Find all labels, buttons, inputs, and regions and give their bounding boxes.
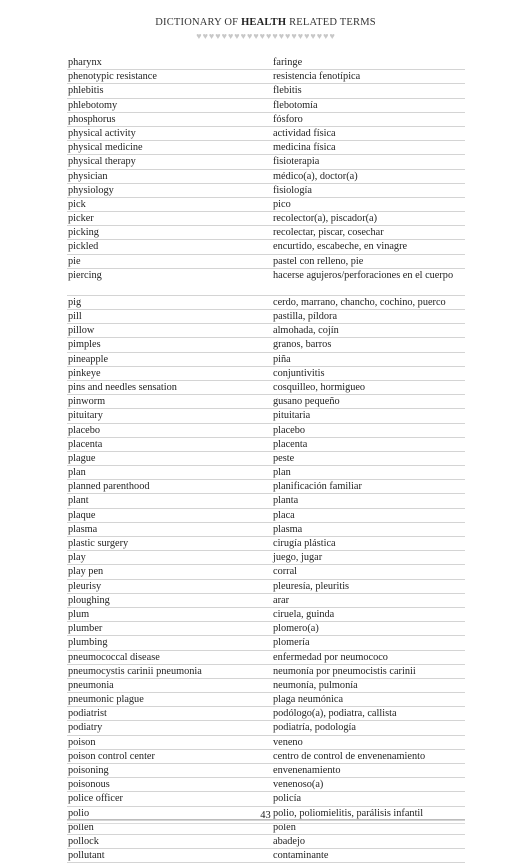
spanish-translation: fisiología [273,184,312,196]
glossary-entry [67,693,465,707]
english-term: poison control center [68,750,155,762]
glossary-entry [67,580,465,594]
glossary-entry [67,324,465,338]
spanish-translation: resistencia fenotípica [273,71,361,83]
glossary-entry [67,509,465,523]
english-term: plasma [68,523,98,535]
spanish-translation: piña [273,353,291,365]
glossary-entry [67,537,465,551]
spanish-translation: flebotomía [273,99,318,111]
spanish-translation: cerdo, marrano, chancho, cochino, puerco [273,296,446,308]
english-term: pillow [68,325,95,337]
glossary-entry [67,184,465,198]
spanish-translation: plan [273,467,291,479]
english-term: pollock [68,835,99,847]
header-bold: HEALTH [241,17,287,28]
english-term: play pen [68,566,104,578]
english-term: pituitary [68,410,103,422]
spanish-translation: fósforo [273,113,303,125]
spanish-translation: plomero(a) [273,623,319,635]
spanish-translation: gusano pequeño [273,396,340,408]
glossary-entry [67,296,465,310]
spanish-translation: almohada, cojín [273,325,339,337]
spanish-translation: recolectar, piscar, cosechar [273,227,384,239]
glossary-list [0,56,531,863]
spanish-translation: polen [273,821,296,833]
spanish-translation: actividad física [273,127,336,139]
glossary-entry [67,665,465,679]
english-term: plaque [68,509,96,521]
glossary-entry [67,255,465,269]
glossary-entry [67,707,465,721]
glossary-entry [67,70,465,84]
glossary-entry [67,395,465,409]
spanish-translation: cosquilleo, hormigueo [273,381,366,393]
spanish-translation: centro de control de envenenamiento [273,750,426,762]
spanish-translation: encurtido, escabeche, en vinagre [273,241,408,253]
english-term: picking [68,227,99,239]
glossary-entry [67,764,465,778]
english-term: physical medicine [68,142,143,154]
english-term: pollutant [68,850,105,862]
spanish-translation: pituitaria [273,410,311,422]
spanish-translation: faringe [273,57,303,68]
glossary-entry [67,367,465,381]
english-term: picker [68,213,94,225]
english-term: plastic surgery [68,538,129,549]
glossary-entry [67,849,465,863]
glossary-entry [67,310,465,324]
spanish-translation: planificación familiar [273,481,362,493]
glossary-entry [67,198,465,212]
spanish-translation: fisioterapia [273,156,320,168]
english-term: pollen [68,821,94,833]
glossary-entry [67,127,465,141]
spanish-translation: médico(a), doctor(a) [273,170,358,182]
english-term: pill [68,311,82,322]
english-term: polio [68,807,90,819]
spanish-translation: veneno [273,736,303,748]
glossary-entry [67,381,465,395]
glossary-entry [67,226,465,240]
glossary-entry [67,523,465,537]
glossary-entry [67,212,465,226]
glossary-entry [67,594,465,608]
english-term: plumber [68,623,103,635]
english-term: piercing [68,269,102,281]
spanish-translation: planta [273,495,299,507]
glossary-entry [67,835,465,849]
glossary-entry [67,778,465,792]
spanish-translation: venenoso(a) [273,779,324,791]
english-term: poison [68,736,96,748]
spanish-translation: pastel con relleno, pie [273,255,364,267]
spanish-translation: policía [273,793,302,805]
glossary-entry [67,466,465,480]
spanish-translation: plasma [273,523,303,535]
glossary-entry [67,750,465,764]
english-term: plumbing [68,637,108,649]
english-term: physical activity [68,127,136,139]
glossary-entry [67,155,465,169]
glossary-entry [67,494,465,508]
english-term: pneumonia [68,679,114,691]
spanish-translation: conjuntivitis [273,367,325,379]
spanish-translation: abadejo [273,835,306,847]
glossary-entry [67,721,465,735]
spanish-translation: neumonía por pneumocistis carinii [273,665,416,677]
spanish-translation: hacerse agujeros/perforaciones en el cuerpo [273,269,454,281]
glossary-entry [67,269,465,296]
english-term: phenotypic resistance [68,71,157,83]
spanish-translation: envenenamiento [273,765,341,776]
english-term: pig [68,296,82,308]
english-term: plan [68,467,86,479]
spanish-translation: flebitis [273,85,302,97]
english-term: phlebitis [68,85,104,97]
english-term: plague [68,452,96,464]
glossary-entry [67,551,465,565]
english-term: pneumonic plague [68,694,144,706]
english-term: podiatrist [68,708,107,720]
english-term: poisonous [68,779,110,791]
glossary-entry [67,480,465,494]
english-term: play [68,552,86,564]
glossary-entry [67,736,465,750]
english-term: ploughing [68,594,110,606]
page-number: 43 [260,810,271,821]
footer-rule [67,819,465,824]
spanish-translation: cirugía plástica [273,538,336,549]
english-term: pineapple [68,353,109,365]
spanish-translation: pico [273,198,291,210]
running-header [0,17,531,28]
english-term: pinkeye [68,367,101,379]
english-term: pneumocystis carinii pneumonia [68,665,202,677]
glossary-entry [67,565,465,579]
header-suffix: RELATED TERMS [289,17,376,28]
english-term: podiatry [68,722,103,734]
spanish-translation: pleuresía, pleuritis [273,580,350,592]
english-term: physical therapy [68,156,136,168]
glossary-entry [67,679,465,693]
glossary-entry [67,113,465,127]
english-term: pharynx [68,57,102,68]
spanish-translation: recolector(a), piscador(a) [273,213,378,225]
header-prefix: DICTIONARY OF [155,17,239,28]
glossary-entry [67,452,465,466]
spanish-translation: peste [273,452,295,464]
english-term: pneumococcal disease [68,651,160,663]
english-term: police officer [68,793,123,805]
english-term: pick [68,198,86,210]
english-term: pimples [68,339,101,351]
english-term: placenta [68,438,103,450]
spanish-translation: ciruela, guinda [273,608,335,620]
glossary-entry [67,56,465,70]
english-term: plant [68,495,89,507]
spanish-translation: contaminante [273,850,329,862]
spanish-translation: placenta [273,438,308,450]
spanish-translation: podólogo(a), podiatra, callista [273,708,397,720]
glossary-entry [67,608,465,622]
english-term: poisoning [68,765,109,776]
glossary-entry [67,622,465,636]
spanish-translation: plaga neumónica [273,694,344,706]
english-term: pinworm [68,396,106,408]
spanish-translation: plomería [273,637,310,649]
english-term: plum [68,608,90,620]
glossary-entry [67,409,465,423]
english-term: phlebotomy [68,99,118,111]
glossary-entry [67,141,465,155]
spanish-translation: podiatría, podología [273,722,356,734]
english-term: physiology [68,184,114,196]
glossary-entry [67,170,465,184]
spanish-translation: placebo [273,424,306,436]
glossary-entry [67,438,465,452]
glossary-entry [67,84,465,98]
spanish-translation: medicina física [273,142,336,154]
english-term: pins and needles sensation [68,381,177,393]
english-term: placebo [68,424,101,436]
english-term: pleurisy [68,580,102,592]
glossary-entry [67,338,465,352]
glossary-entry [67,651,465,665]
glossary-entry [67,636,465,650]
glossary-entry [67,792,465,806]
spanish-translation: enfermedad por neumococo [273,651,388,663]
glossary-entry [67,240,465,254]
glossary-entry [67,353,465,367]
spanish-translation: polio, poliomielitis, parálisis infantil [273,807,424,819]
spanish-translation: corral [273,566,298,578]
english-term: pie [68,255,81,267]
spanish-translation: juego, jugar [273,552,323,564]
spanish-translation: granos, barros [273,339,332,351]
spanish-translation: arar [273,594,289,606]
english-term: pickled [68,241,99,253]
english-term: phosphorus [68,113,116,125]
spanish-translation: placa [273,509,295,521]
glossary-entry [67,424,465,438]
spanish-translation: pastilla, píldora [273,311,338,322]
glossary-entry [67,99,465,113]
heart-ornament-divider: ♥♥♥♥♥♥♥♥♥♥♥♥♥♥♥♥♥♥♥♥♥♥ [196,31,336,41]
spanish-translation: neumonía, pulmonía [273,679,358,691]
english-term: physician [68,170,108,182]
english-term: planned parenthood [68,481,150,493]
